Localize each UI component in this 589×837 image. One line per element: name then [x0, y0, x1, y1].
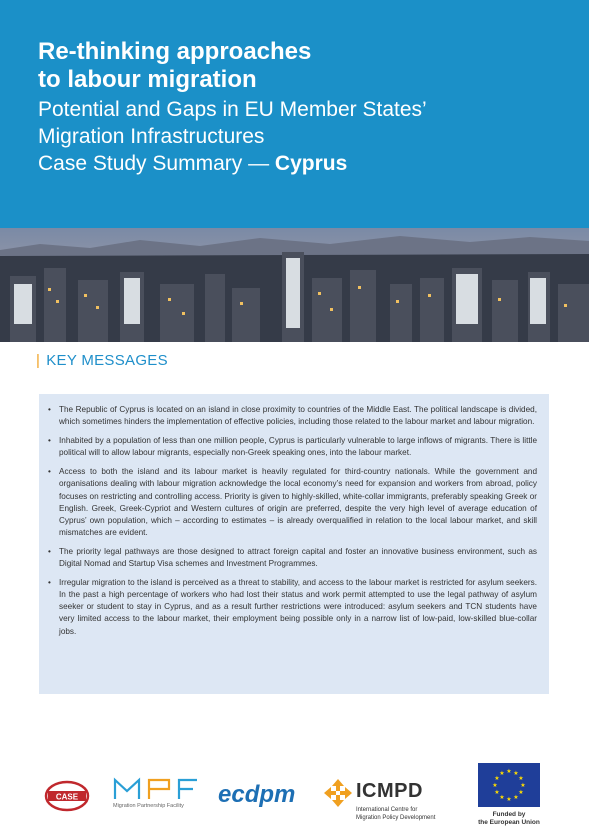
icmpd-caption: [356, 806, 435, 822]
svg-text:★: ★: [506, 768, 512, 775]
key-messages-heading: [36, 352, 168, 369]
subtitle-case-study: Case Study Summary —: [38, 152, 270, 175]
case-logo-text: CASE: [55, 792, 79, 802]
subtitle-line-2: Migration Infrastructures: [38, 125, 265, 148]
eu-caption-line-1: Funded by: [492, 811, 526, 818]
country-name: Cyprus: [274, 152, 348, 175]
mpf-logo: [113, 777, 203, 823]
eu-funding-logo: [475, 763, 543, 837]
title-line-1: Re-thinking approaches: [38, 38, 312, 65]
key-messages-box: [39, 394, 549, 694]
report-title: [38, 38, 311, 94]
svg-text:★: ★: [492, 782, 498, 789]
header-band: [0, 0, 589, 228]
svg-text:★: ★: [506, 796, 512, 803]
subtitle-line-1: Potential and Gaps in EU Member States’: [38, 98, 427, 121]
key-message-item: • The Republic of Cyprus is located on an island in close proximity to countries of the Middle East. The political landscape is divided, which sometimes hinders the implementation of effective policies, including those related to the labour market and labour migration.: [59, 404, 537, 428]
ecdpm-logo: ecdpm: [218, 781, 296, 808]
icmpd-caption-line-2: Migration Policy Development: [356, 815, 436, 821]
svg-text:★: ★: [494, 775, 500, 782]
svg-text:★: ★: [520, 782, 526, 789]
key-message-item: • The priority legal pathways are those designed to attract foreign capital and foster an innovative business environment, such as Digital Nomad and Startup Visa schemes and Investment Programmes.: [59, 546, 537, 570]
mpf-logo-mark: [113, 777, 203, 801]
eu-stars-icon: [478, 763, 540, 807]
icmpd-arrows-icon: [322, 777, 354, 809]
icmpd-logo: [322, 777, 472, 837]
key-messages-list: [59, 404, 537, 638]
svg-text:★: ★: [518, 789, 524, 796]
heading-accent-bar: |: [36, 352, 41, 369]
title-line-2: to labour migration: [38, 66, 257, 93]
city-skyline-photo: [0, 228, 589, 342]
report-subtitle: [38, 96, 427, 177]
eu-flag-icon: [478, 763, 540, 807]
key-messages-heading-text: KEY MESSAGES: [46, 352, 168, 369]
svg-text:★: ★: [513, 770, 519, 777]
key-message-item: • Access to both the island and its labour market is heavily regulated for third-country nationals. While the government and organisations dealing with labour migration acknowledge the local economy’s need for expansion and workers from abroad, policy focuses on restricting and controlling access. Priority is given to highly-skilled, white-collar immigrants, preferably speaking Greek or English. Greek, Greek-Cypriot and Western cultures of origin are preferred, despite the very high level of average education of Cyprus’ own population, which – according to estimates – is already overqualified in relation to the local labour market, and skill mismatches are evident.: [59, 466, 537, 539]
eu-caption: [475, 811, 543, 827]
key-message-item: • Inhabited by a population of less than one million people, Cyprus is particularly vulnerable to large inflows of migrants. There is little political will to allow labour migrants, especially non-Greek speaking ones, into the labour market.: [59, 435, 537, 459]
case-logo: [44, 780, 90, 812]
svg-text:★: ★: [518, 775, 524, 782]
subtitle-line-3: [38, 150, 427, 177]
icmpd-caption-line-1: International Centre for: [356, 807, 418, 813]
svg-text:★: ★: [494, 789, 500, 796]
svg-text:★: ★: [499, 794, 505, 801]
mpf-caption: Migration Partnership Facility: [113, 803, 184, 809]
partner-logos: [0, 755, 589, 837]
svg-text:★: ★: [499, 770, 505, 777]
eu-caption-line-2: the European Union: [478, 819, 540, 826]
icmpd-name: ICMPD: [356, 780, 423, 802]
key-message-item: • Irregular migration to the island is perceived as a threat to stability, and access to the labour market is restricted for asylum seekers. In the past a high percentage of workers who had lost their status and work permit attempted to use the legal pathway of asylum seeker or student to stay in Cyprus, and as a result further restrictions were introduced: asylum seekers and TCN students have very limited access to the labour market, their employment being possible only in a narrow list of low-paid, low-skilled blue-collar jobs.: [59, 577, 537, 637]
svg-text:★: ★: [513, 794, 519, 801]
